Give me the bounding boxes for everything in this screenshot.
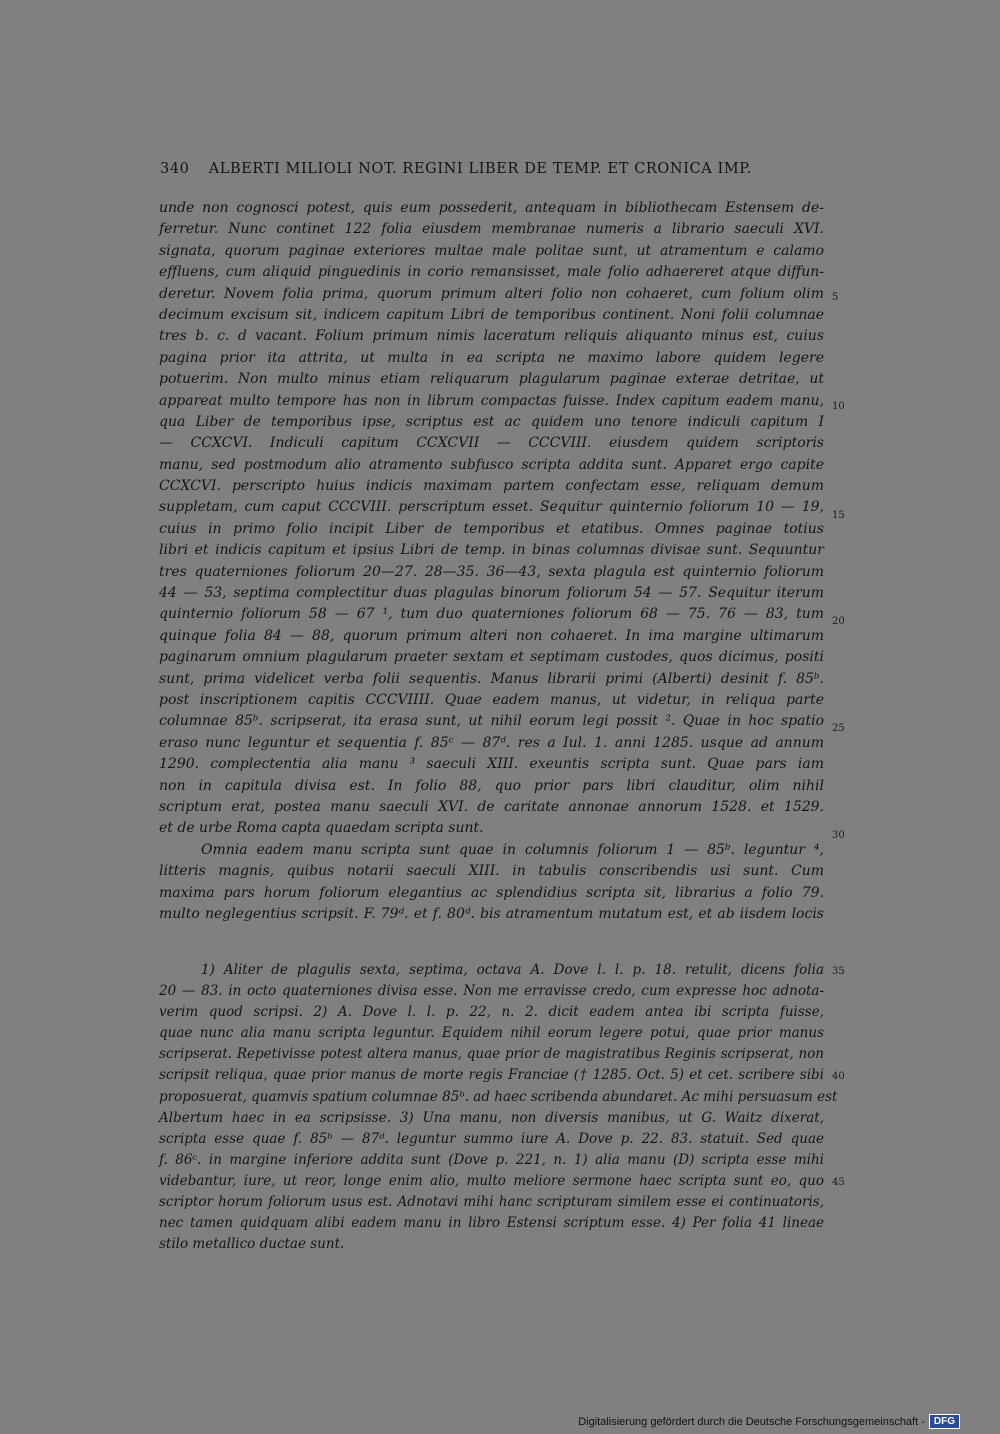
text-line: effluens, cum aliquid pinguedinis in corio remansisset, male folio adhaereret atque diffun-	[159, 264, 824, 281]
footnotes	[159, 960, 838, 1255]
text-line: eraso nunc leguntur et sequentia f. 85ᶜ — 87ᵈ. res a Iul. 1. anni 1285. usque ad annum	[159, 734, 824, 751]
line-number: 45	[832, 1177, 845, 1188]
footnote-line: 20 — 83. in octo quaterniones divisa esse. Non me erravisse credo, cum expresse hoc adnota-	[159, 983, 824, 1000]
text-line: qua Liber de temporibus ipse, scriptus est ac quidem uno tenore indiculi capitum I	[159, 413, 824, 430]
text-line: 1290. complectentia alia manu ³ saeculi XIII. exeuntis scripta sunt. Quae pars iam	[159, 756, 824, 773]
page-number: 340	[160, 161, 190, 177]
text-line: unde non cognosci potest, quis eum possederit, antequam in bibliothecam Estensem de-	[159, 200, 824, 216]
line-number: 30	[832, 830, 845, 841]
line-number: 20	[832, 616, 845, 627]
text-line: Omnia eadem manu scripta sunt quae in columnis foliorum 1 — 85ᵇ. leguntur ⁴,	[201, 841, 824, 858]
dfg-logo: DFG	[929, 1414, 960, 1429]
text-line: litteris magnis, quibus notarii saeculi XIII. in tabulis conscribendis usi sunt. Cum	[159, 863, 824, 880]
footnote-line: nec tamen quidquam alibi eadem manu in libro Estensi scriptum esse. 4) Per folia 41 lineae	[159, 1215, 824, 1232]
text-line: maxima pars horum foliorum elegantius ac splendidius scripta sit, librarius a folio 79.	[159, 884, 824, 901]
footnote-line: scripsit reliqua, quae prior manus de morte regis Franciae († 1285. Oct. 5) et cet. scribere sibi	[159, 1067, 824, 1084]
credit-text: Digitalisierung gefördert durch die Deutsche Forschungsgemeinschaft -	[578, 1415, 925, 1428]
footnote-line: videbantur, iure, ut reor, longe enim alio, multo meliore sermone haec scripta sunt eo, quo	[159, 1172, 824, 1189]
text-line: paginarum omnium plagularum praeter sextam et septimam custodes, quos dicimus, positi	[159, 649, 824, 666]
footnote-line: scripserat. Repetivisse potest altera manus, quae prior de magistratibus Reginis scripserat, non	[159, 1046, 824, 1063]
text-line: tres quaterniones foliorum 20—27. 28—35. 36—43, sexta plagula est quinternio foliorum	[159, 563, 824, 580]
text-line: pagina prior ita attrita, ut multa in ea scripta ne maximo labore quidem legere	[159, 349, 824, 366]
running-title: ALBERTI MILIOLI NOT. REGINI LIBER DE TEMP. ET CRONICA IMP.	[208, 161, 752, 177]
line-number: 15	[832, 510, 845, 521]
text-line: scriptum erat, postea manu saeculi XVI. de caritate annonae annorum 1528. et 1529.	[159, 798, 824, 815]
text-line: — CCXCVI. Indiculi capitum CCXCVII — CCCVIII. eiusdem quidem scriptoris	[159, 435, 824, 452]
text-line: CCXCVI. perscripto huius indicis maximam partem confectam esse, reliquam demum	[159, 478, 824, 495]
footnote-line: proposuerat, quamvis spatium columnae 85ᵇ. ad haec scribenda abundaret. Ac mihi persuasum est	[159, 1088, 838, 1105]
text-line: tres b. c. d vacant. Folium primum nimis laceratum reliquis aliquanto minus est, cuius	[159, 328, 824, 345]
text-line: deretur. Novem folia prima, quorum primum alteri folio non cohaeret, cum folium olim	[159, 285, 824, 302]
text-line: cuius in primo folio incipit Liber de temporibus et etatibus. Omnes paginae totius	[159, 520, 824, 537]
text-line: post inscriptionem capitis CCCVIIII. Quae eadem manus, ut videtur, in reliqua parte	[159, 691, 824, 708]
text-line: signata, quorum paginae exteriores multae male politae sunt, ut atramentum e calamo	[159, 242, 824, 259]
text-line: multo neglegentius scripsit. F. 79ᵈ. et f. 80ᵈ. bis atramentum mutatum est, et ab iisdem locis	[159, 905, 824, 922]
text-line: non in capitula divisa est. In folio 88, quo prior pars libri clauditur, olim nihil	[159, 777, 824, 794]
digitization-credit	[578, 1414, 960, 1429]
footnote-line: quae nunc alia manu scripta leguntur. Equidem nihil eorum legere potui, quae prior manus	[159, 1025, 824, 1042]
text-line: manu, sed postmodum alio atramento subfusco scripta addita sunt. Apparet ergo capite	[159, 456, 824, 473]
text-line: 44 — 53, septima complectitur duas plagulas binorum foliorum 54 — 57. Sequitur iterum	[159, 585, 824, 602]
text-line: sunt, prima videlicet verba folii sequentis. Manus librarii primi (Alberti) desinit f. 85ᵇ.	[159, 670, 824, 687]
footnote-line: Albertum haec in ea scripsisse. 3) Una manu, non diversis manibus, ut G. Waitz dixerat,	[159, 1109, 824, 1126]
line-number: 40	[832, 1071, 845, 1082]
line-number: 35	[832, 966, 845, 977]
text-line: appareat multo tempore has non in librum compactas fuisse. Index capitum eadem manu,	[159, 392, 824, 409]
text-line: potuerim. Non multo minus etiam reliquarum plagularum paginae exterae detritae, ut	[159, 371, 824, 388]
footnote-line: verim quod scripsi. 2) A. Dove l. l. p. 22, n. 2. dicit eadem antea ibi scripta fuisse,	[159, 1004, 824, 1021]
text-line: et de urbe Roma capta quaedam scripta sunt.	[159, 820, 484, 837]
running-header	[160, 161, 860, 177]
text-line: columnae 85ᵇ. scripserat, ita erasa sunt, ut nihil eorum legi possit ². Quae in hoc spatio	[159, 713, 824, 730]
text-line: suppletam, cum caput CCCVIII. perscriptum esset. Sequitur quinternio foliorum 10 — 19,	[159, 499, 824, 516]
footnote-line: stilo metallico ductae sunt.	[159, 1236, 345, 1253]
text-line: decimum excisum sit, indicem capitum Libri de temporibus continent. Noni folii columnae	[159, 306, 824, 323]
text-line: quinternio foliorum 58 — 67 ¹, tum duo quaterniones foliorum 68 — 75. 76 — 83, tum	[159, 606, 824, 623]
text-line: libri et indicis capitum et ipsius Libri de temp. in binas columnas divisae sunt. Sequuntur	[159, 542, 824, 559]
line-number: 25	[832, 723, 845, 734]
line-number: 5	[832, 292, 839, 303]
text-line: ferretur. Nunc continet 122 folia eiusdem membranae numeris a librario saeculi XVI.	[159, 221, 824, 238]
text-line: quinque folia 84 — 88, quorum primum alteri non cohaeret. In ima margine ultimarum	[159, 627, 824, 644]
line-number: 10	[832, 401, 845, 412]
footnote-line: scriptor horum foliorum usus est. Adnotavi mihi hanc scripturam similem esse ei continuatoris,	[159, 1194, 824, 1211]
main-text	[159, 198, 824, 925]
footnote-line: 1) Aliter de plagulis sexta, septima, octava A. Dove l. l. p. 18. retulit, dicens folia	[201, 962, 824, 978]
footnote-line: f. 86ᶜ. in margine inferiore addita sunt (Dove p. 221, n. 1) alia manu (D) scripta esse mihi	[159, 1151, 824, 1168]
footnote-line: scripta esse quae f. 85ᵇ — 87ᵈ. leguntur summo iure A. Dove p. 22. 83. statuit. Sed quae	[159, 1130, 824, 1147]
